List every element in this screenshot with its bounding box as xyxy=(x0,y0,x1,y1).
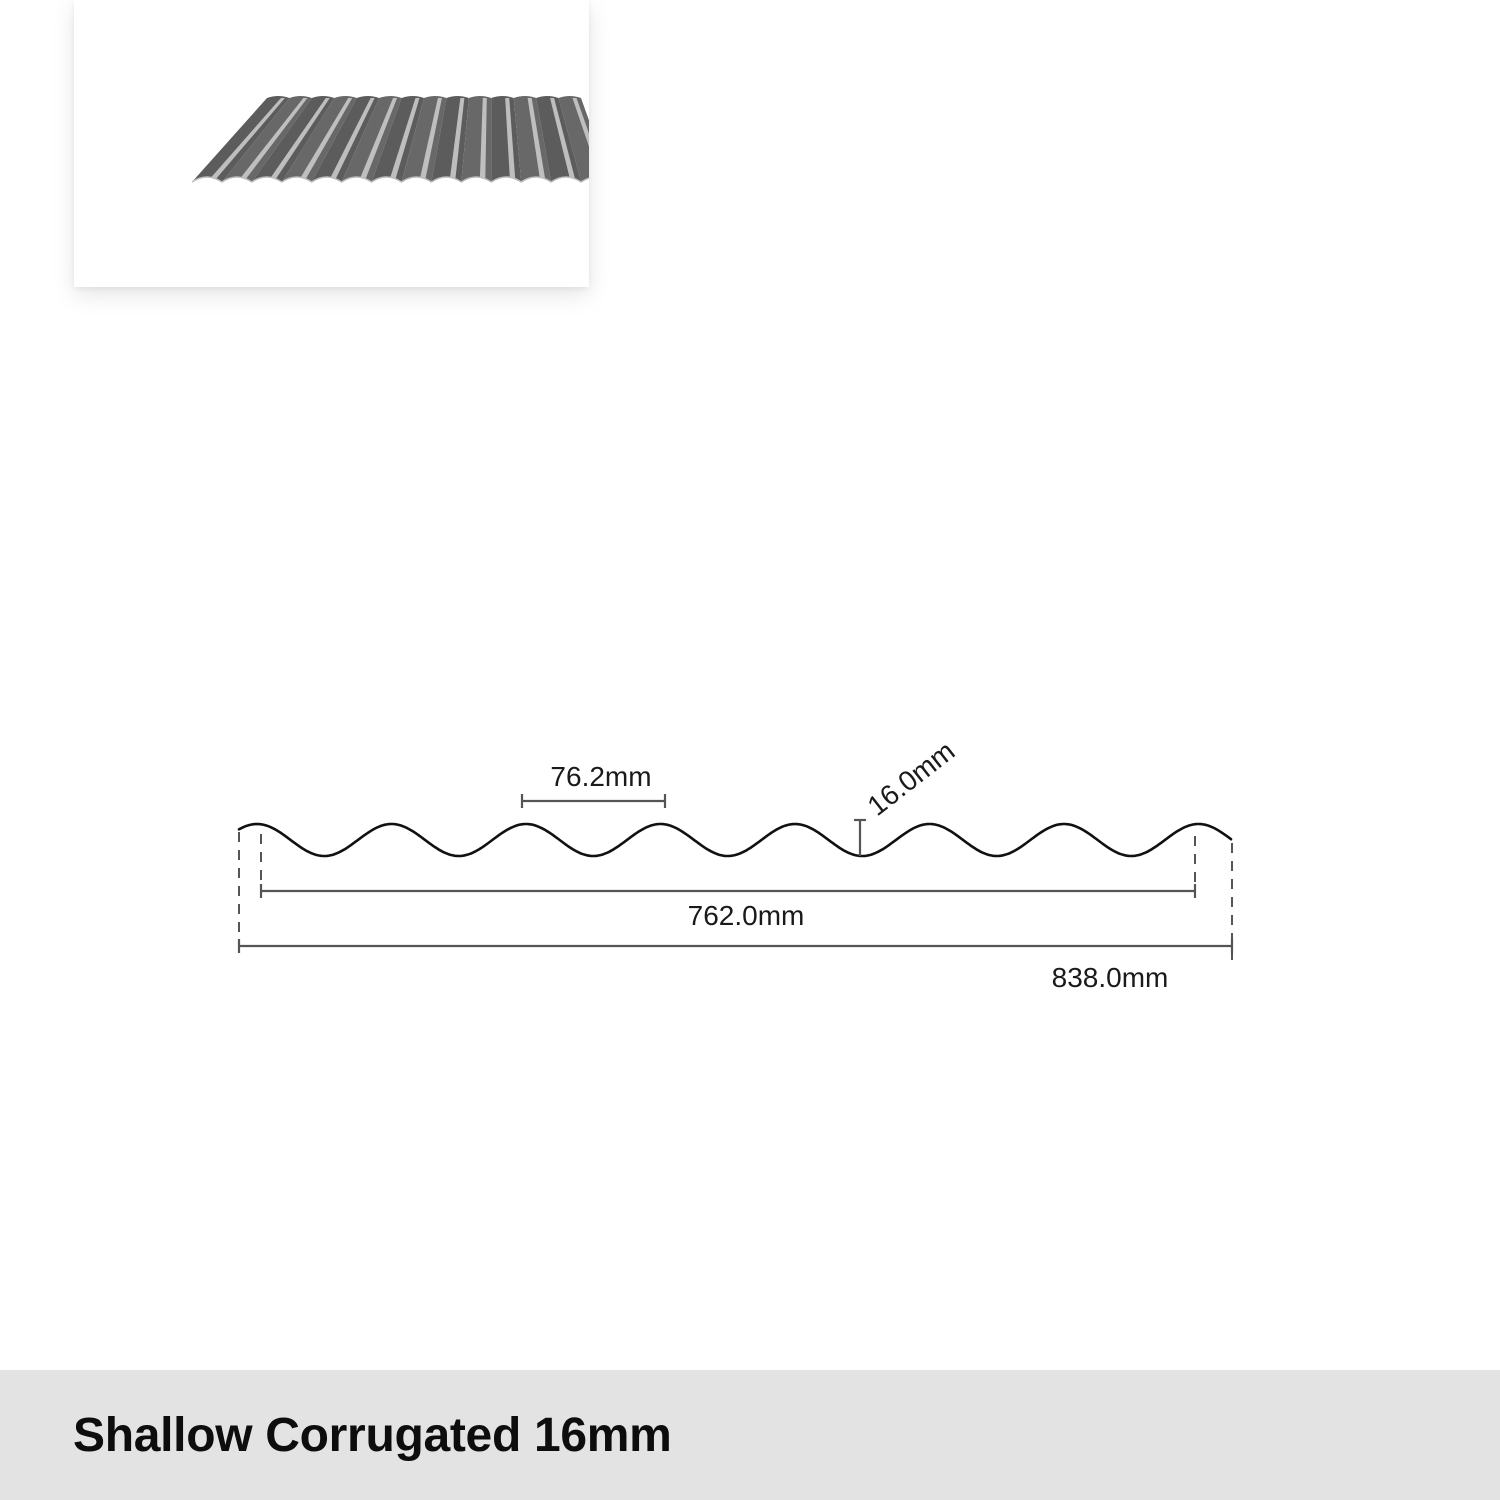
pitch-label: 76.2mm xyxy=(550,761,652,792)
pitch-dimension xyxy=(522,794,665,808)
depth-label: 16.0mm xyxy=(861,735,961,822)
cover-width-label: 762.0mm xyxy=(687,900,805,931)
overall-width-dimension xyxy=(239,939,1232,953)
overall-width-label: 838.0mm xyxy=(1051,962,1169,993)
corrugation-profile-line xyxy=(239,824,1231,856)
cover-width-dimension xyxy=(261,884,1195,898)
product-title: Shallow Corrugated 16mm xyxy=(73,1409,672,1462)
extension-lines xyxy=(239,832,1232,960)
depth-dimension xyxy=(854,820,866,856)
